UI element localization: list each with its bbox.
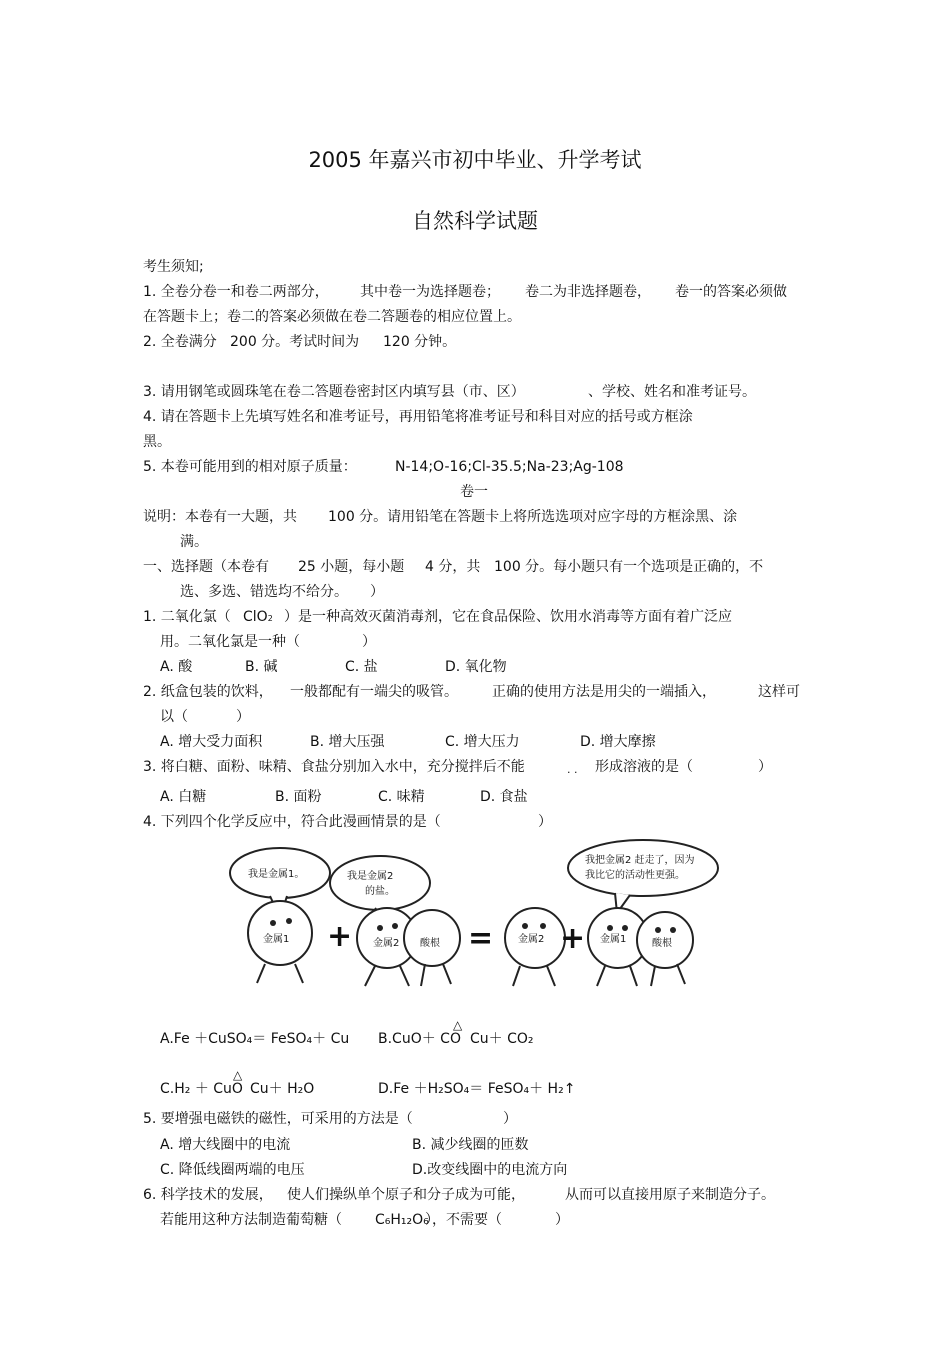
q5-text-b: ） — [503, 1111, 517, 1127]
q5-text-a: 5. 要增强电磁铁的磁性，可采用的方法是（ — [143, 1111, 413, 1127]
q6-text-c: 从而可以直接用原子来制造分子。 — [565, 1187, 775, 1203]
notice-4a: 4. 请在答题卡上先填写姓名和准考证号，再用铅笔将准考证号和科目对应的括号或方框涂 — [143, 409, 693, 425]
bubble-3-text-a: 我把金属2 赶走了，因为 — [585, 855, 695, 866]
notice-heading: 考生须知; — [143, 259, 204, 275]
q1-text-b: ）是一种高效灭菌消毒剂，它在食品保险、饮用水消毒等方面有着广泛应 — [284, 609, 732, 625]
q1-text-d: ） — [362, 634, 376, 650]
q6-text-b: 使人们操纵单个原子和分子成为可能， — [287, 1187, 525, 1203]
q5-option-d: D.改变线圈中的电流方向 — [412, 1162, 568, 1178]
q2-text-b: 一般都配有一端尖的吸管。 — [290, 684, 458, 700]
notice-3b: 、学校、姓名和准考证号。 — [588, 384, 756, 400]
q1-option-b: B. 碱 — [245, 659, 278, 675]
q5-option-c: C. 降低线圈两端的电压 — [160, 1162, 305, 1178]
notice-1d: 卷一的答案必须做 — [675, 284, 787, 300]
notice-4b: 黑。 — [143, 434, 171, 450]
q4-option-b2: Cu＋ CO₂ — [470, 1031, 534, 1047]
metal-2-product-label: 金属2 — [518, 934, 545, 945]
part-heading-c: 4 分，共 — [425, 559, 481, 575]
q3-text-c: ） — [758, 759, 772, 775]
section-note-c: 满。 — [180, 534, 208, 550]
plus-sign-2: + — [560, 921, 586, 956]
q3-option-b: B. 面粉 — [275, 789, 322, 805]
q4-option-d: D.Fe ＋H₂SO₄＝ FeSO₄＋ H₂↑ — [378, 1081, 576, 1097]
q4-option-a: A.Fe ＋CuSO₄＝ FeSO₄＋ Cu — [160, 1031, 350, 1047]
q2-option-b: B. 增大压强 — [310, 734, 385, 750]
q3-option-c: C. 味精 — [378, 789, 425, 805]
notice-1b: 其中卷一为选择题卷； — [360, 284, 500, 300]
notice-5a: 5. 本卷可能用到的相对原子质量： — [143, 459, 357, 475]
q2-option-a: A. 增大受力面积 — [160, 734, 263, 750]
q2-text-c: 正确的使用方法是用尖的一端插入， — [492, 684, 716, 700]
bubble-1-text: 我是金属1。 — [248, 869, 305, 880]
q3-text-a: 3. 将白糖、面粉、味精、食盐分别加入水中，充分搅拌后不能 — [143, 759, 525, 775]
section-label: 卷一 — [460, 484, 488, 500]
bubble-3-text-b: 我比它的活动性更强。 — [585, 870, 685, 881]
q2-text-d: 这样可 — [758, 684, 800, 700]
heat-symbol-b: △ — [453, 1018, 463, 1032]
page-subtitle: 自然科学试题 — [412, 209, 538, 233]
equals-sign: = — [468, 921, 494, 956]
bubble-2-text-a: 我是金属2 — [347, 871, 394, 882]
notice-2a: 2. 全卷满分 — [143, 334, 217, 350]
section-note-b: 100 分。请用铅笔在答题卡上将所选选项对应字母的方框涂黑、涂 — [328, 509, 738, 525]
q2-text-f: ） — [236, 709, 250, 725]
q1-text-c: 用。二氧化氯是一种（ — [160, 634, 300, 650]
plus-sign-1: + — [327, 919, 353, 954]
q4-option-c: C.H₂ ＋ CuO — [160, 1081, 243, 1097]
notice-2b: 200 分。考试时间为 — [230, 334, 360, 350]
q5-option-a: A. 增大线圈中的电流 — [160, 1137, 291, 1153]
q3-option-d: D. 食盐 — [480, 789, 528, 805]
q6-text-f: ） — [555, 1212, 569, 1228]
notice-1a: 1. 全卷分卷一和卷二两部分， — [143, 284, 329, 300]
part-heading-d: 100 分。每小题只有一个选项是正确的，不 — [494, 559, 764, 575]
q6-text-d: 若能用这种方法制造葡萄糖（ — [160, 1212, 342, 1228]
q6-text-e: ），不需要（ — [425, 1212, 502, 1228]
bubble-2-text-b: 的盐。 — [365, 886, 395, 897]
metal-1-ball — [248, 901, 312, 965]
notice-5b: N-14;O-16;Cl-35.5;Na-23;Ag-108 — [395, 459, 624, 475]
q2-text-e: 以（ — [160, 709, 188, 725]
metal-1-product-label: 金属1 — [600, 934, 627, 945]
q2-option-d: D. 增大摩擦 — [580, 734, 656, 750]
part-heading-b: 25 小题，每小题 — [298, 559, 405, 575]
q4-option-b: B.CuO＋ CO — [378, 1031, 461, 1047]
q2-option-c: C. 增大压力 — [445, 734, 520, 750]
q2-text-a: 2. 纸盒包装的饮料， — [143, 684, 273, 700]
q6-text-a: 6. 科学技术的发展， — [143, 1187, 273, 1203]
section-note-a: 说明：本卷有一大题，共 — [143, 509, 297, 525]
metal-2-label: 金属2 — [373, 938, 400, 949]
part-heading-a: 一、选择题（本卷有 — [143, 559, 269, 575]
q4-text-a: 4. 下列四个化学反应中，符合此漫画情景的是（ — [143, 814, 441, 830]
heat-symbol-c: △ — [233, 1068, 243, 1082]
part-heading-f: ） — [370, 584, 384, 600]
q4-text-b: ） — [538, 814, 552, 830]
notice-1c: 卷二为非选择题卷， — [525, 284, 651, 300]
q1-option-a: A. 酸 — [160, 659, 193, 675]
reaction-cartoon — [225, 838, 725, 998]
metal-1-label: 金属1 — [263, 934, 290, 945]
q5-option-b: B. 减少线圈的匝数 — [412, 1137, 529, 1153]
q6-formula: C₆H₁₂O₆ — [375, 1212, 429, 1228]
speech-bubble-3 — [568, 840, 718, 896]
speech-bubble-2 — [330, 856, 430, 910]
q4-option-c2: Cu＋ H₂O — [250, 1081, 315, 1097]
q1-option-c: C. 盐 — [345, 659, 378, 675]
part-heading-e: 选、多选、错选均不给分。 — [180, 584, 348, 600]
q3-option-a: A. 白糖 — [160, 789, 207, 805]
acid-label: 酸根 — [420, 938, 440, 949]
notice-2c: 120 分钟。 — [383, 334, 457, 350]
notice-1e: 在答题卡上；卷二的答案必须做在卷二答题卷的相应位置上。 — [143, 309, 521, 325]
q1-formula: ClO2 — [243, 609, 273, 625]
q1-text-a: 1. 二氧化氯（ — [143, 609, 231, 625]
q1-option-d: D. 氧化物 — [445, 659, 507, 675]
notice-3a: 3. 请用钢笔或圆珠笔在卷二答题卷密封区内填写县（市、区） — [143, 384, 525, 400]
acid-product-label: 酸根 — [652, 938, 672, 949]
emphasis-dots: · · — [567, 766, 578, 779]
page-title: 2005 年嘉兴市初中毕业、升学考试 — [308, 148, 642, 172]
q3-text-b: 形成溶液的是（ — [595, 759, 693, 775]
